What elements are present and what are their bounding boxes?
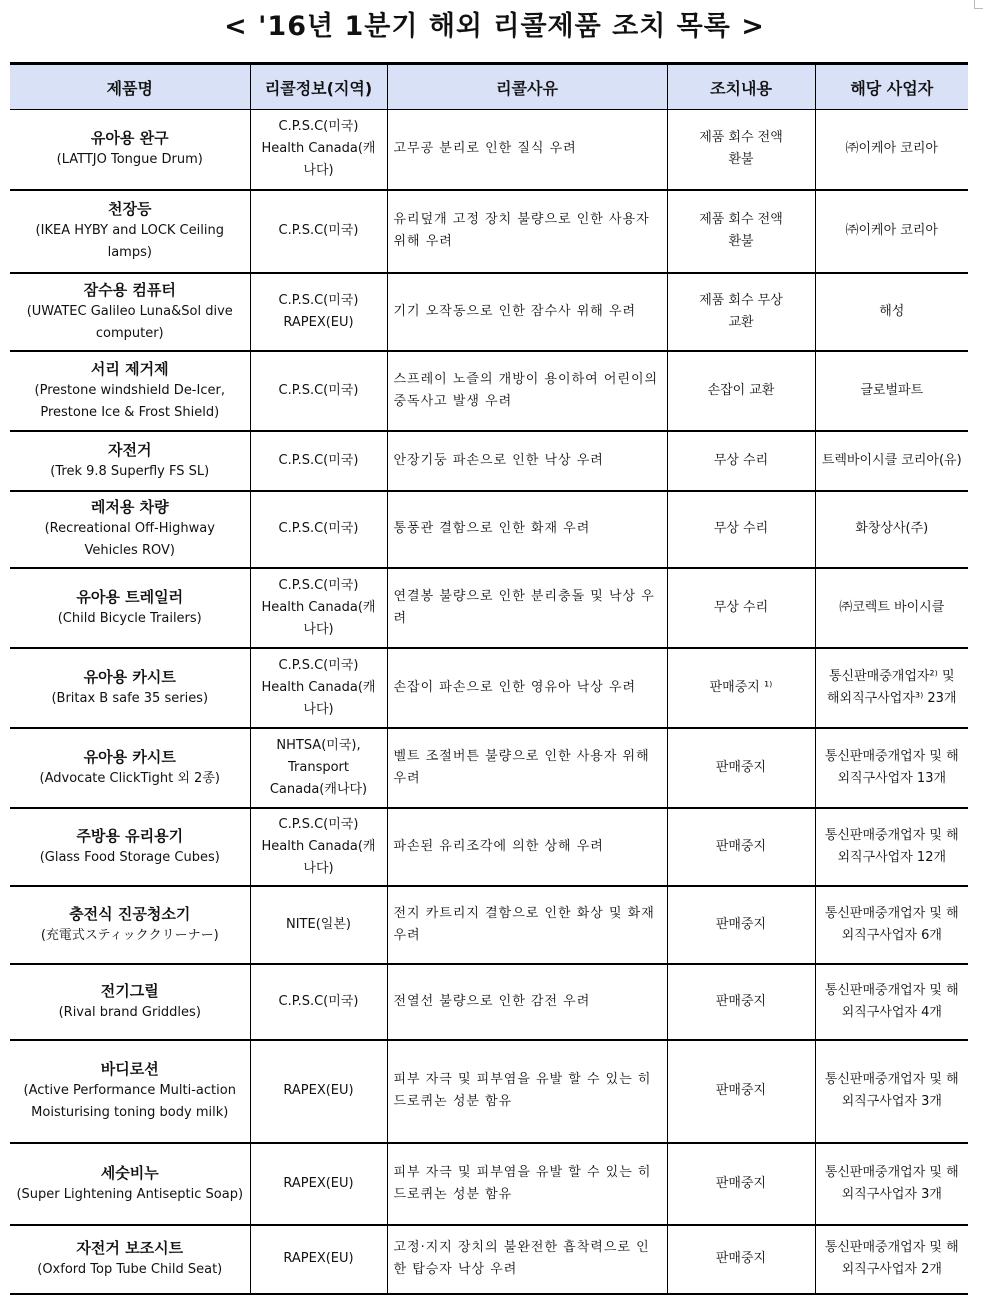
product-cell — [10, 568, 250, 648]
recall-reason: 고정·지지 장치의 불완전한 흡착력으로 인한 탑승자 낙상 우려 — [387, 1225, 667, 1294]
table-row — [10, 273, 968, 351]
recall-source: NITE(일본) — [250, 886, 387, 964]
product-name-ko: 자전거 보조시트 — [76, 1239, 184, 1257]
company: ㈜이케아 코리아 — [815, 110, 968, 190]
table-row — [10, 964, 968, 1040]
recall-source: C.P.S.C(미국) — [250, 964, 387, 1040]
recall-action: 판매중지 — [667, 1040, 815, 1143]
recall-source: NHTSA(미국), Transport Canada(캐나다) — [250, 728, 387, 808]
recall-action: 손잡이 교환 — [667, 351, 815, 431]
product-cell — [10, 351, 250, 431]
table-row — [10, 648, 968, 728]
product-name-ko: 레저용 차량 — [90, 498, 169, 516]
product-cell — [10, 728, 250, 808]
table-row — [10, 728, 968, 808]
recall-source: C.P.S.C(미국) Health Canada(캐나다) — [250, 648, 387, 728]
recall-reason: 통풍관 결함으로 인한 화재 우려 — [387, 491, 667, 568]
table-row — [10, 110, 968, 190]
product-cell — [10, 1040, 250, 1143]
recall-source: C.P.S.C(미국) — [250, 431, 387, 491]
header-reason: 리콜사유 — [387, 64, 667, 110]
recall-source: C.P.S.C(미국) — [250, 190, 387, 273]
product-name-en: (Britax B safe 35 series) — [51, 690, 209, 706]
recall-action: 제품 회수 무상 교환 — [667, 273, 815, 351]
product-name-en: (Advocate ClickTight 외 2종) — [39, 770, 220, 786]
table-row — [10, 1225, 968, 1294]
recall-reason: 피부 자극 및 피부염을 유발 할 수 있는 히드로퀴논 성분 함유 — [387, 1040, 667, 1143]
table-header-row — [10, 64, 968, 110]
recall-source: C.P.S.C(미국) Health Canada(캐나다) — [250, 110, 387, 190]
table-row — [10, 491, 968, 568]
product-name-ko: 바디로션 — [100, 1060, 159, 1078]
recall-source: RAPEX(EU) — [250, 1040, 387, 1143]
product-name-en: (Child Bicycle Trailers) — [57, 610, 202, 626]
product-name-ko: 유아용 완구 — [90, 129, 169, 148]
recall-reason: 손잡이 파손으로 인한 영유아 낙상 우려 — [387, 648, 667, 728]
recall-reason: 전열선 불량으로 인한 감전 우려 — [387, 964, 667, 1040]
recall-action: 판매중지 — [667, 964, 815, 1040]
recall-action: 판매중지 — [667, 1143, 815, 1225]
table-row — [10, 1040, 968, 1143]
recall-source: RAPEX(EU) — [250, 1143, 387, 1225]
recall-reason: 스프레이 노즐의 개방이 용이하여 어린이의 중독사고 발생 우려 — [387, 351, 667, 431]
product-name-ko: 서리 제거제 — [90, 359, 169, 378]
product-name-ko: 세숫비누 — [100, 1163, 159, 1182]
product-name-en: (Active Performance Multi-action Moisturising toning body milk) — [23, 1083, 236, 1120]
product-name-en: (Super Lightening Antiseptic Soap) — [16, 1186, 244, 1202]
company: 화창상사(주) — [815, 491, 968, 568]
recall-reason: 기기 오작동으로 인한 잠수사 위해 우려 — [387, 273, 667, 351]
company: 트렉바이시클 코리아(유) — [815, 431, 968, 491]
product-name-en: (Prestone windshield De-Icer, Prestone Ice & Frost Shield) — [34, 382, 225, 420]
recall-source: RAPEX(EU) — [250, 1225, 387, 1294]
document-title: < '16년 1분기 해외 리콜제품 조치 목록 > — [224, 11, 765, 42]
product-cell — [10, 491, 250, 568]
recall-action: 무상 수리 — [667, 431, 815, 491]
recall-reason: 벨트 조절버튼 불량으로 인한 사용자 위해 우려 — [387, 728, 667, 808]
company: 통신판매중개업자 및 해외직구사업자 6개 — [815, 886, 968, 964]
recall-action: 무상 수리 — [667, 568, 815, 648]
product-name-en: (Oxford Top Tube Child Seat) — [37, 1262, 223, 1277]
recall-table — [10, 62, 968, 1295]
table-row — [10, 808, 968, 886]
header-product: 제품명 — [10, 64, 250, 110]
product-name-ko: 잠수용 컴퓨터 — [83, 280, 176, 299]
recall-action: 판매중지 — [667, 728, 815, 808]
recall-action: 판매중지 ¹⁾ — [667, 648, 815, 728]
product-name-ko: 주방용 유리용기 — [76, 826, 184, 845]
company: 글로벌파트 — [815, 351, 968, 431]
product-name-en: (充電式スティッククリーナー) — [40, 927, 219, 943]
product-cell — [10, 648, 250, 728]
recall-source: C.P.S.C(미국) Health Canada(캐나다) — [250, 808, 387, 886]
product-name-en: (Rival brand Griddles) — [58, 1004, 201, 1020]
recall-source: C.P.S.C(미국) RAPEX(EU) — [250, 273, 387, 351]
table-row — [10, 568, 968, 648]
company: ㈜코렉트 바이시클 — [815, 568, 968, 648]
product-name-ko: 유아용 카시트 — [83, 667, 176, 686]
product-name-ko: 전기그릴 — [100, 981, 159, 1000]
table-row — [10, 886, 968, 964]
product-cell — [10, 1143, 250, 1225]
recall-action: 판매중지 — [667, 1225, 815, 1294]
product-name-ko: 충전식 진공청소기 — [69, 904, 191, 923]
company: 해성 — [815, 273, 968, 351]
recall-action: 제품 회수 전액 환불 — [667, 190, 815, 273]
product-name-ko: 자전거 — [108, 440, 152, 459]
recall-reason: 연결봉 불량으로 인한 분리충돌 및 낙상 우려 — [387, 568, 667, 648]
table-row — [10, 431, 968, 491]
product-cell — [10, 110, 250, 190]
product-cell — [10, 273, 250, 351]
company: ㈜이케아 코리아 — [815, 190, 968, 273]
recall-reason: 전지 카트리지 결함으로 인한 화상 및 화재 우려 — [387, 886, 667, 964]
recall-source: C.P.S.C(미국) — [250, 491, 387, 568]
recall-reason: 유리덮개 고정 장치 불량으로 인한 사용자 위해 우려 — [387, 190, 667, 273]
recall-reason: 안장기둥 파손으로 인한 낙상 우려 — [387, 431, 667, 491]
product-name-ko: 유아용 트레일러 — [76, 587, 184, 606]
company: 통신판매중개업자 및 해외직구사업자 13개 — [815, 728, 968, 808]
header-company: 해당 사업자 — [815, 64, 968, 110]
product-name-en: (Recreational Off-Highway Vehicles ROV) — [44, 521, 215, 558]
product-name-en: (UWATEC Galileo Luna&Sol dive computer) — [26, 303, 233, 341]
recall-reason: 고무공 분리로 인한 질식 우려 — [387, 110, 667, 190]
recall-source: C.P.S.C(미국) Health Canada(캐나다) — [250, 568, 387, 648]
product-name-en: (LATTJO Tongue Drum) — [56, 152, 203, 168]
header-source: 리콜정보(지역) — [250, 64, 387, 110]
product-cell — [10, 886, 250, 964]
recall-reason: 피부 자극 및 피부염을 유발 할 수 있는 히드로퀴논 성분 함유 — [387, 1143, 667, 1225]
company: 통신판매중개업자 및 해외직구사업자 4개 — [815, 964, 968, 1040]
product-name-en: (Glass Food Storage Cubes) — [39, 849, 220, 865]
recall-source: C.P.S.C(미국) — [250, 351, 387, 431]
company: 통신판매중개업자 및 해외직구사업자 12개 — [815, 808, 968, 886]
table-row — [10, 190, 968, 273]
product-cell — [10, 1225, 250, 1294]
company: 통신판매중개업자 및 해외직구사업자 2개 — [815, 1225, 968, 1294]
company: 통신판매중개업자 및 해외직구사업자 3개 — [815, 1040, 968, 1143]
product-name-ko: 유아용 카시트 — [83, 747, 176, 766]
company: 통신판매중개업자 및 해외직구사업자 3개 — [815, 1143, 968, 1225]
product-cell — [10, 808, 250, 886]
product-name-en: (Trek 9.8 Superfly FS SL) — [50, 463, 210, 479]
recall-reason: 파손된 유리조각에 의한 상해 우려 — [387, 808, 667, 886]
product-name-ko: 천장등 — [108, 200, 152, 218]
recall-action: 무상 수리 — [667, 491, 815, 568]
recall-action: 판매중지 — [667, 886, 815, 964]
recall-action: 판매중지 — [667, 808, 815, 886]
header-action: 조치내용 — [667, 64, 815, 110]
product-cell — [10, 431, 250, 491]
product-cell — [10, 964, 250, 1040]
company: 통신판매중개업자²⁾ 및 해외직구사업자³⁾ 23개 — [815, 648, 968, 728]
table-row — [10, 1143, 968, 1225]
recall-action: 제품 회수 전액 환불 — [667, 110, 815, 190]
product-cell — [10, 190, 250, 273]
product-name-en: (IKEA HYBY and LOCK Ceiling lamps) — [35, 223, 224, 260]
table-row — [10, 351, 968, 431]
